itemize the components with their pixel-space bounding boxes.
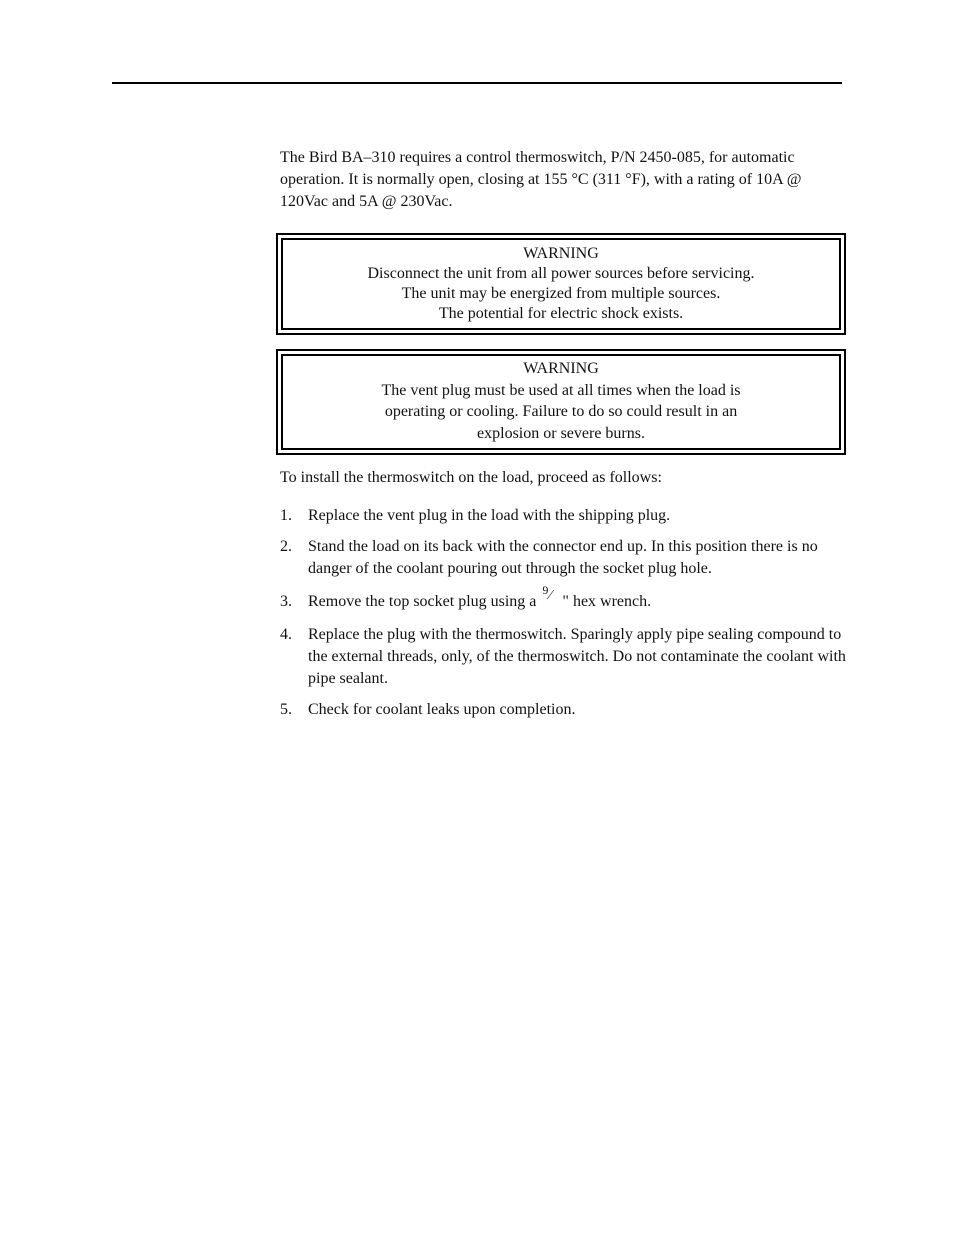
step-item [280,536,846,580]
step-number: 2. [280,538,292,555]
fraction [540,583,562,606]
warning-box-vent-plug-inner [281,354,841,450]
step-number: 4. [280,626,292,643]
warning-line: operating or cooling. Failure to do so could result in an [384,403,738,420]
warning-box-power [276,233,846,335]
intro-paragraph: The Bird BA–310 requires a control thermoswitch, P/N 2450-085, for automatic operation. It is normally open, closing at 155 °C (311 °F), with a rating of 10A @ 120Vac and 5A @ 230Vac. [280,149,802,210]
step-item [280,624,846,690]
warning-line: The potential for electric shock exists. [438,305,684,322]
warning-line: explosion or severe burns. [477,424,645,442]
step-item [280,505,846,527]
warning-line: The vent plug must be used at all times when the load is [381,381,741,399]
step-text: Check for coolant leaks upon completion. [308,701,576,718]
step-text: Replace the vent plug in the load with the shipping plug. [308,507,671,524]
step-number: 1. [280,507,292,524]
step-item [280,699,846,721]
step-item [280,583,846,613]
warning-title: WARNING [523,245,599,262]
step-text: Remove the top socket plug using a [308,593,537,610]
warning-line: Disconnect the unit from all power sources before servicing. [367,265,755,282]
fraction-slash: ⁄ [549,588,552,603]
warning-line: The unit may be energized from multiple sources. [401,285,721,302]
warning-box-power-inner [281,238,841,330]
warning-box-vent-plug [276,349,846,455]
page-content [280,147,846,730]
step-text: " hex wrench. [562,593,652,610]
header-rule [112,82,842,84]
step-text: Replace the plug with the thermoswitch. Sparingly apply pipe sealing compound to the external threads, only, of the thermoswitch. Do not contaminate the coolant with pipe sealant. [308,626,846,687]
procedure-steps [280,505,846,721]
step-number: 3. [280,593,292,610]
step-number: 5. [280,701,292,718]
fraction-numerator: 9 [542,583,549,597]
procedure-lead: To install the thermoswitch on the load, proceed as follows: [280,469,662,486]
step-text: Stand the load on its back with the connector end up. In this position there is no danger of the coolant pouring out through the socket plug hole. [308,538,818,577]
warning-title: WARNING [523,360,599,377]
